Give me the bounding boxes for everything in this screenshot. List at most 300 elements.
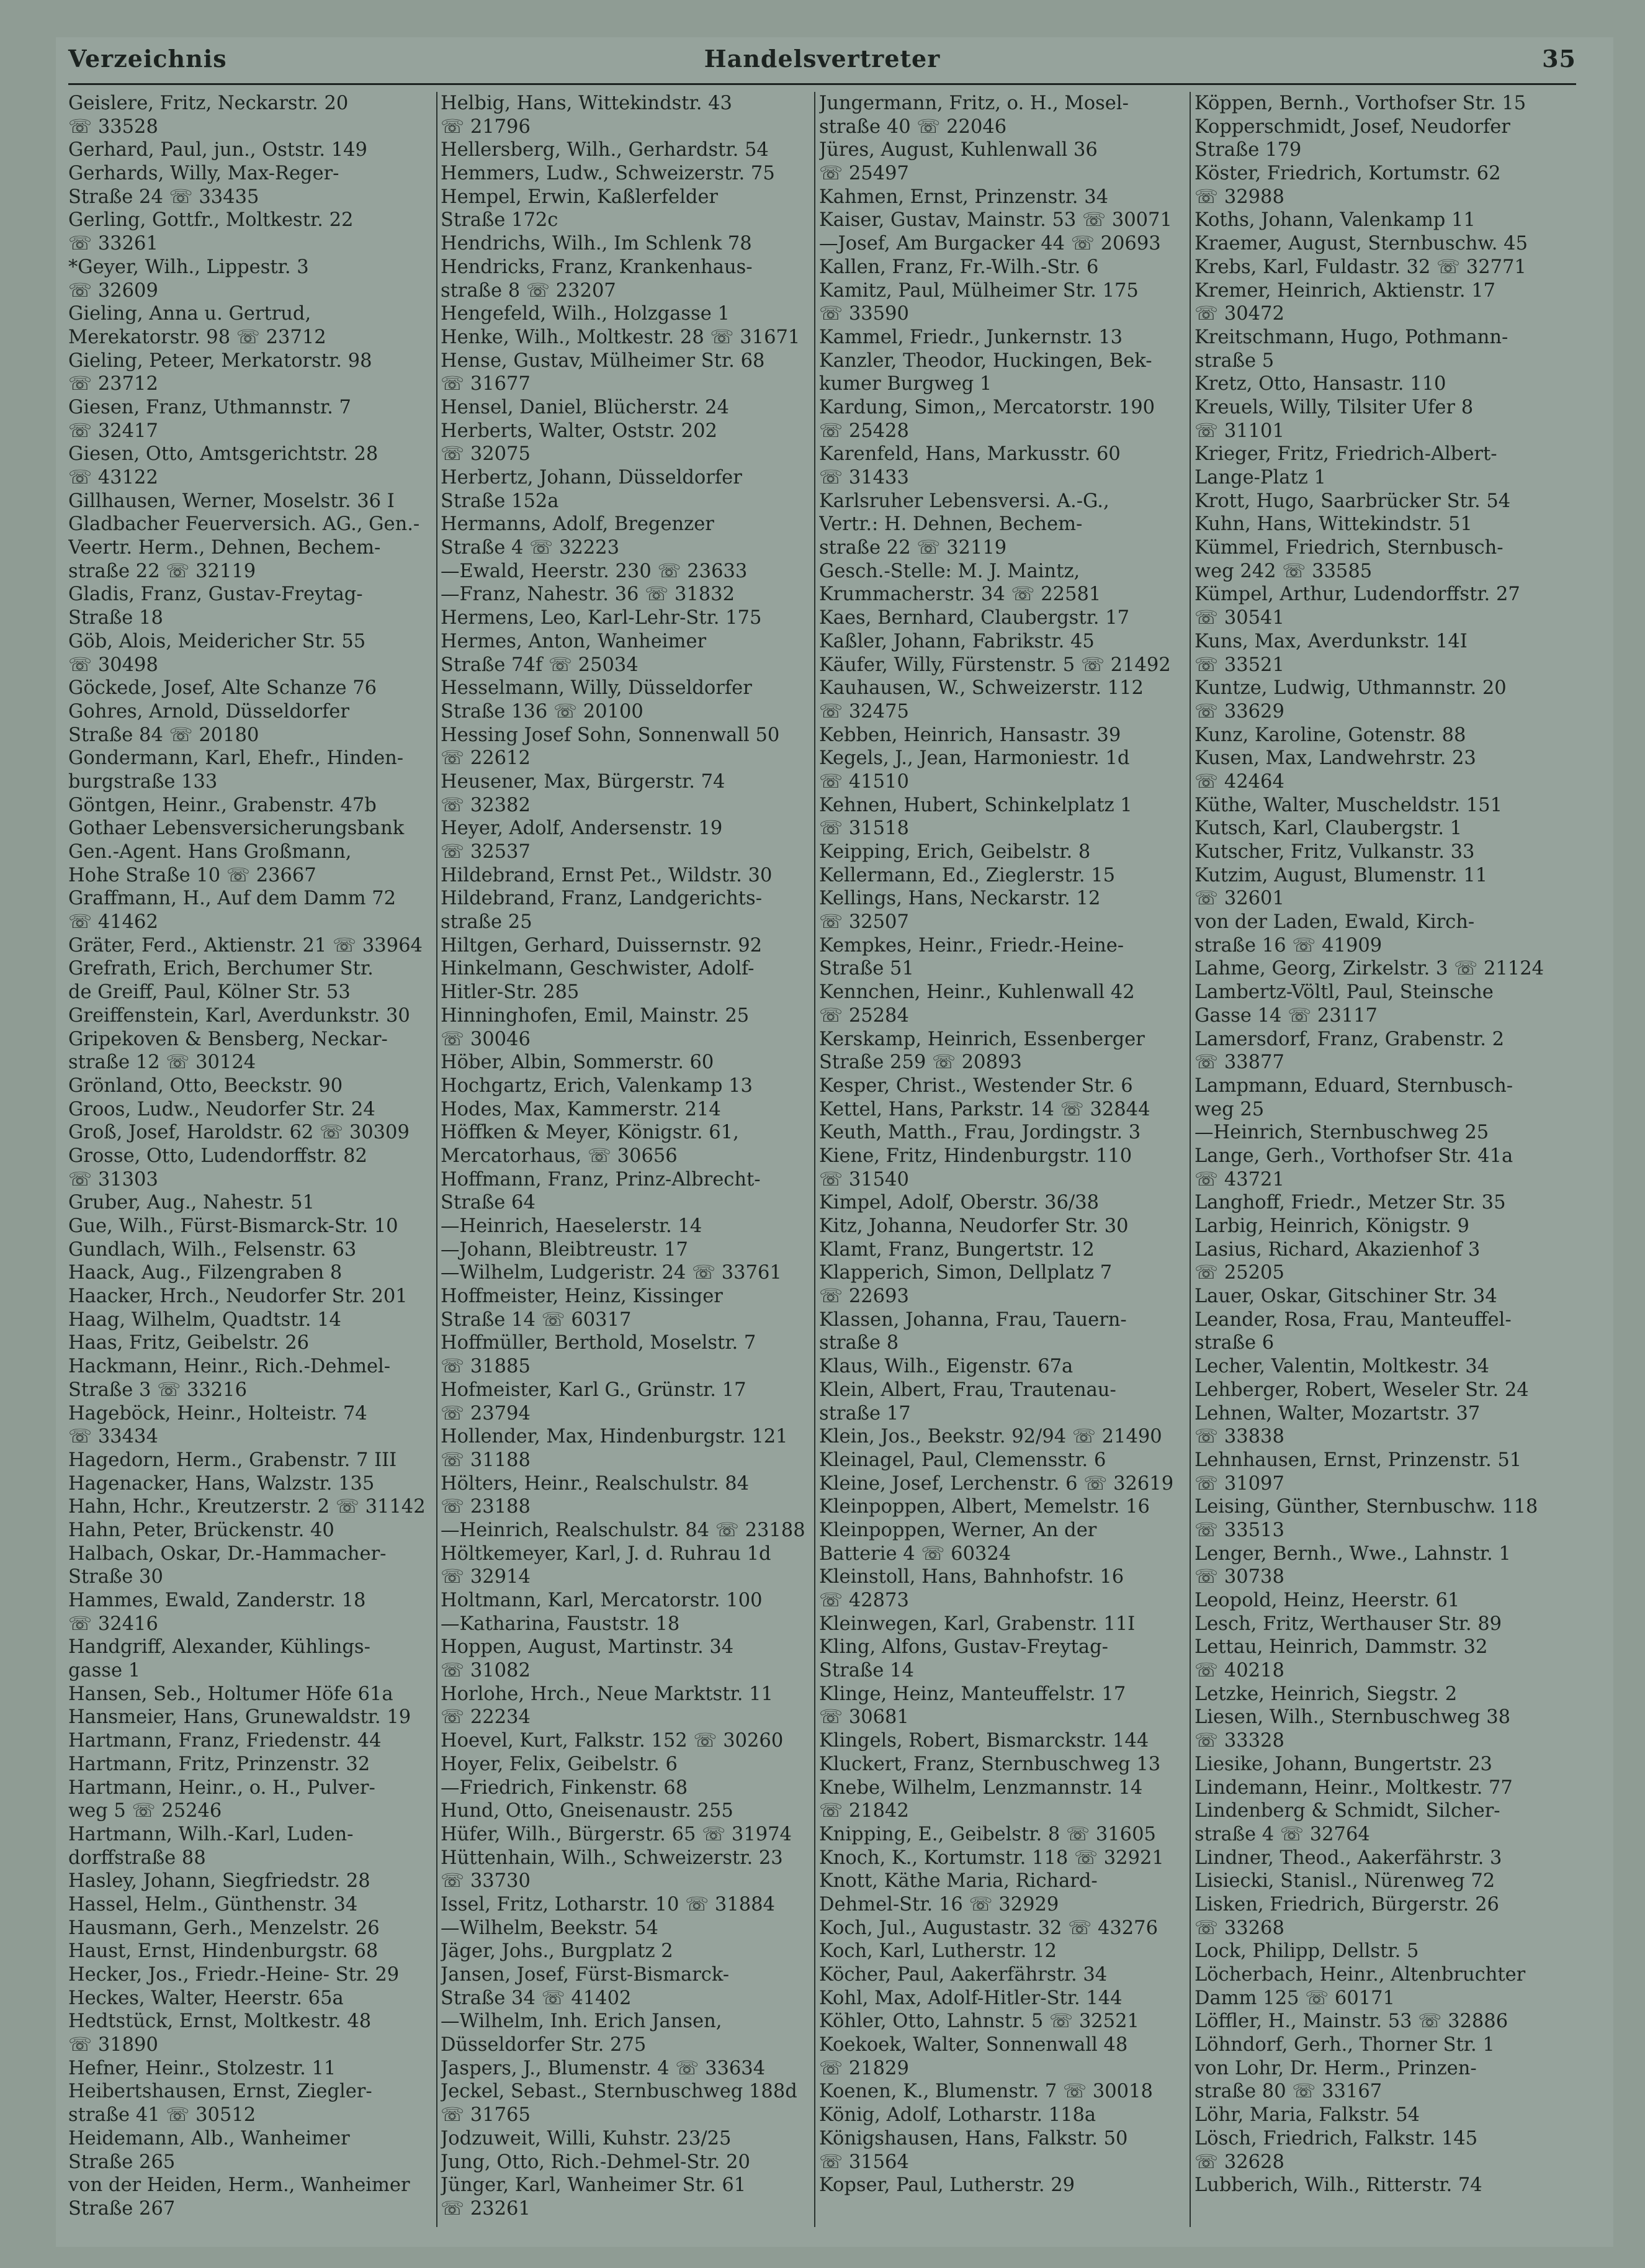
- directory-entry-line: Kümmel, Friedrich, Sternbusch-: [1195, 537, 1504, 559]
- directory-entry-line: straße 4 ☏ 32764: [1195, 1823, 1370, 1845]
- directory-entry-line: —Wilhelm, Ludgeristr. 24 ☏ 33761: [441, 1262, 782, 1284]
- directory-entry-line: Lehnhausen, Ernst, Prinzenstr. 51: [1195, 1449, 1522, 1471]
- directory-entry-line: Lösch, Friedrich, Falkstr. 145: [1195, 2127, 1478, 2149]
- directory-entry-line: Krott, Hugo, Saarbrücker Str. 54: [1195, 490, 1511, 512]
- directory-entry-line: Kutscher, Fritz, Vulkanstr. 33: [1195, 841, 1475, 863]
- column-divider: [436, 92, 437, 2227]
- directory-entry-line: ☏ 22234: [441, 1706, 531, 1729]
- directory-entry-line: Dehmel-Str. 16 ☏ 32929: [819, 1893, 1059, 1915]
- directory-entry-line: Hoffmüller, Berthold, Moselstr. 7: [441, 1332, 756, 1354]
- directory-entry-line: weg 25: [1195, 1098, 1265, 1120]
- directory-entry-line: Hoffmeister, Heinz, Kissinger: [441, 1285, 723, 1308]
- directory-entry-line: Hildebrand, Ernst Pet., Wildstr. 30: [441, 864, 773, 886]
- directory-entry-line: Batterie 4 ☏ 60324: [819, 1542, 1011, 1565]
- directory-entry-line: Gasse 14 ☏ 23117: [1195, 1004, 1378, 1027]
- directory-entry-line: Hildebrand, Franz, Landgerichts-: [441, 888, 763, 910]
- directory-entry-line: kumer Burgweg 1: [819, 373, 992, 395]
- directory-entry-line: Straße 179: [1195, 139, 1302, 161]
- directory-entry-line: —Josef, Am Burgacker 44 ☏ 20693: [819, 233, 1161, 255]
- directory-entry-line: Straße 30: [68, 1566, 163, 1588]
- directory-entry-line: Kallen, Franz, Fr.-Wilh.-Str. 6: [819, 256, 1099, 278]
- directory-entry-line: Hefner, Heinr., Stolzestr. 11: [68, 2057, 336, 2079]
- directory-entry-line: Grönland, Otto, Beeckstr. 90: [68, 1074, 343, 1097]
- directory-entry-line: Straße 34 ☏ 41402: [441, 1987, 632, 2009]
- directory-entry-line: Straße 18: [68, 607, 163, 629]
- directory-entry-line: Hagedorn, Herm., Grabenstr. 7 III: [68, 1449, 397, 1471]
- directory-entry-line: Höffken & Meyer, Königstr. 61,: [441, 1122, 739, 1144]
- directory-entry-line: ☏ 31677: [441, 373, 531, 395]
- directory-entry-line: Hofmeister, Karl G., Grünstr. 17: [441, 1379, 746, 1401]
- directory-entry-line: Gripekoven & Bensberg, Neckar-: [68, 1028, 388, 1050]
- directory-entry-line: Kegels, J., Jean, Harmoniestr. 1d: [819, 747, 1130, 770]
- directory-entry-line: Lahme, Georg, Zirkelstr. 3 ☏ 21124: [1195, 958, 1544, 980]
- directory-entry-line: Kusen, Max, Landwehrstr. 23: [1195, 747, 1476, 770]
- directory-entry-line: Henke, Wilh., Moltkestr. 28 ☏ 31671: [441, 326, 800, 348]
- directory-entry-line: Gladis, Franz, Gustav-Freytag-: [68, 583, 363, 606]
- directory-entry-line: ☏ 33328: [1195, 1730, 1284, 1752]
- directory-entry-line: Straße 51: [819, 958, 914, 980]
- directory-entry-line: Kennchen, Heinr., Kuhlenwall 42: [819, 981, 1135, 1004]
- directory-entry-line: ☏ 31303: [68, 1168, 158, 1190]
- directory-entry-line: Klein, Albert, Frau, Trautenau-: [819, 1379, 1116, 1401]
- directory-entry-line: Straße 14: [819, 1660, 914, 1682]
- directory-entry-line: Straße 4 ☏ 32223: [441, 537, 619, 559]
- directory-entry-line: Keipping, Erich, Geibelstr. 8: [819, 841, 1091, 863]
- directory-entry-line: Hartmann, Fritz, Prinzenstr. 32: [68, 1753, 370, 1775]
- directory-entry-line: Kaßler, Johann, Fabrikstr. 45: [819, 630, 1095, 652]
- directory-entry-line: Kiene, Fritz, Hindenburgstr. 110: [819, 1145, 1132, 1167]
- directory-entry-line: Jaspers, J., Blumenstr. 4 ☏ 33634: [441, 2057, 766, 2079]
- directory-entry-line: Damm 125 ☏ 60171: [1195, 1987, 1395, 2009]
- directory-entry-line: —Johann, Bleibtreustr. 17: [441, 1238, 688, 1261]
- directory-entry-line: ☏ 33590: [819, 303, 909, 325]
- directory-entry-line: Göckede, Josef, Alte Schanze 76: [68, 677, 377, 700]
- directory-entry-line: Merekatorstr. 98 ☏ 23712: [68, 326, 326, 348]
- directory-entry-line: Kleinagel, Paul, Clemensstr. 6: [819, 1449, 1106, 1471]
- directory-entry-line: Hartmann, Heinr., o. H., Pulver-: [68, 1776, 375, 1799]
- directory-entry-line: Greiffenstein, Karl, Averdunkstr. 30: [68, 1004, 410, 1027]
- directory-entry-line: Kuns, Max, Averdunkstr. 14I: [1195, 630, 1468, 652]
- directory-entry-line: Groos, Ludw., Neudorfer Str. 24: [68, 1098, 375, 1120]
- directory-entry-line: Hinninghofen, Emil, Mainstr. 25: [441, 1004, 750, 1027]
- directory-entry-line: Gue, Wilh., Fürst-Bismarck-Str. 10: [68, 1215, 398, 1237]
- directory-entry-line: Hinkelmann, Geschwister, Adolf-: [441, 958, 755, 980]
- directory-entry-line: ☏ 32507: [819, 911, 909, 934]
- directory-entry-line: ☏ 41462: [68, 911, 158, 934]
- directory-entry-line: Lampmann, Eduard, Sternbusch-: [1195, 1074, 1513, 1097]
- directory-entry-line: Kreitschmann, Hugo, Pothmann-: [1195, 326, 1508, 348]
- directory-entry-line: ☏ 32914: [441, 1566, 531, 1588]
- directory-entry-line: Königshausen, Hans, Falkstr. 50: [819, 2127, 1128, 2149]
- header-rule: [68, 83, 1576, 85]
- directory-entry-line: ☏ 23188: [441, 1496, 531, 1518]
- directory-entry-line: Keuth, Matth., Frau, Jordingstr. 3: [819, 1122, 1141, 1144]
- directory-entry-line: ☏ 25497: [819, 163, 909, 185]
- directory-entry-line: ☏ 41510: [819, 770, 909, 793]
- directory-entry-line: Hassel, Helm., Günthenstr. 34: [68, 1893, 358, 1915]
- directory-entry-line: Vertr.: H. Dehnen, Bechem-: [819, 513, 1083, 536]
- directory-entry-line: Karenfeld, Hans, Markusstr. 60: [819, 443, 1121, 466]
- directory-entry-line: Hageböck, Heinr., Holteistr. 74: [68, 1402, 367, 1424]
- directory-entry-line: Kaes, Bernhard, Claubergstr. 17: [819, 607, 1130, 629]
- directory-entry-line: Heidemann, Alb., Wanheimer: [68, 2127, 350, 2149]
- directory-entry-line: Lesch, Fritz, Werthauser Str. 89: [1195, 1613, 1502, 1635]
- directory-entry-line: ☏ 32609: [68, 279, 158, 302]
- directory-entry-line: Löhr, Maria, Falkstr. 54: [1195, 2104, 1420, 2126]
- directory-entry-line: Knott, Käthe Maria, Richard-: [819, 1870, 1098, 1892]
- directory-entry-line: Straße 259 ☏ 20893: [819, 1051, 1022, 1074]
- directory-entry-line: Hansen, Seb., Holtumer Höfe 61a: [68, 1683, 393, 1705]
- directory-entry-line: ☏ 33513: [1195, 1519, 1284, 1541]
- directory-entry-line: Küthe, Walter, Muscheldstr. 151: [1195, 794, 1502, 816]
- directory-entry-line: Kamitz, Paul, Mülheimer Str. 175: [819, 279, 1139, 302]
- directory-entry-line: ☏ 31188: [441, 1449, 531, 1471]
- directory-entry-line: Lisken, Friedrich, Bürgerstr. 26: [1195, 1893, 1499, 1915]
- directory-entry-line: Hahn, Peter, Brückenstr. 40: [68, 1519, 334, 1541]
- directory-entry-line: ☏ 32417: [68, 420, 158, 442]
- directory-entry-line: Hochgartz, Erich, Valenkamp 13: [441, 1074, 753, 1097]
- directory-column-2: [441, 92, 807, 2227]
- directory-entry-line: Haack, Aug., Filzengraben 8: [68, 1262, 343, 1284]
- directory-entry-line: Hammes, Ewald, Zanderstr. 18: [68, 1590, 366, 1611]
- directory-entry-line: Lindemann, Heinr., Moltkestr. 77: [1195, 1776, 1513, 1799]
- directory-entry-line: Hecker, Jos., Friedr.-Heine- Str. 29: [68, 1964, 400, 1986]
- directory-entry-line: Kammel, Friedr., Junkernstr. 13: [819, 326, 1123, 348]
- directory-entry-line: Löffler, H., Mainstr. 53 ☏ 32886: [1195, 2010, 1508, 2033]
- directory-entry-line: Straße 74f ☏ 25034: [441, 654, 639, 676]
- directory-entry-line: Käufer, Willy, Fürstenstr. 5 ☏ 21492: [819, 654, 1171, 676]
- directory-entry-line: ☏ 33268: [1195, 1917, 1284, 1939]
- directory-entry-line: Kopperschmidt, Josef, Neudorfer: [1195, 115, 1510, 138]
- directory-entry-line: ☏ 30681: [819, 1706, 909, 1729]
- directory-entry-line: ☏ 33629: [1195, 700, 1284, 722]
- directory-entry-line: Lindenberg & Schmidt, Silcher-: [1195, 1800, 1500, 1822]
- directory-entry-line: König, Adolf, Lotharstr. 118a: [819, 2104, 1096, 2126]
- directory-entry-line: Hansmeier, Hans, Grunewaldstr. 19: [68, 1706, 411, 1729]
- directory-entry-line: Hemmers, Ludw., Schweizerstr. 75: [441, 163, 775, 185]
- directory-entry-line: ☏ 32628: [1195, 2151, 1284, 2173]
- directory-entry-line: Kleine, Josef, Lerchenstr. 6 ☏ 32619: [819, 1472, 1174, 1495]
- directory-entry-line: Handgriff, Alexander, Kühlings-: [68, 1636, 370, 1658]
- directory-entry-line: ☏ 43122: [68, 467, 158, 488]
- directory-entry-line: Klinge, Heinz, Manteuffelstr. 17: [819, 1683, 1126, 1705]
- directory-entry-line: Hasley, Johann, Siegfriedstr. 28: [68, 1870, 370, 1892]
- directory-entry-line: von Lohr, Dr. Herm., Prinzen-: [1195, 2057, 1477, 2079]
- directory-entry-line: Kluckert, Franz, Sternbuschweg 13: [819, 1753, 1161, 1775]
- directory-entry-line: Köhler, Otto, Lahnstr. 5 ☏ 32521: [819, 2010, 1139, 2033]
- directory-entry-line: straße 80 ☏ 33167: [1195, 2081, 1383, 2103]
- directory-entry-line: Gieling, Peteer, Merkatorstr. 98: [68, 349, 372, 372]
- directory-entry-line: Hüttenhain, Wilh., Schweizerstr. 23: [441, 1847, 783, 1869]
- directory-entry-line: Lenger, Bernh., Wwe., Lahnstr. 1: [1195, 1542, 1511, 1565]
- directory-entry-line: Veertr. Herm., Dehnen, Bechem-: [68, 537, 381, 559]
- directory-entry-line: Köster, Friedrich, Kortumstr. 62: [1195, 163, 1501, 185]
- directory-entry-line: Gen.-Agent. Hans Großmann,: [68, 841, 352, 863]
- directory-entry-line: Kuhn, Hans, Wittekindstr. 51: [1195, 513, 1472, 536]
- directory-entry-line: Gesch.-Stelle: M. J. Maintz,: [819, 560, 1080, 582]
- directory-entry-line: Grosse, Otto, Ludendorffstr. 82: [68, 1145, 367, 1167]
- directory-entry-line: Gundlach, Wilh., Felsenstr. 63: [68, 1238, 357, 1261]
- directory-entry-line: Jeckel, Sebast., Sternbuschweg 188d: [441, 2081, 797, 2103]
- directory-entry-line: ☏ 25284: [819, 1004, 909, 1027]
- directory-entry-line: Lamersdorf, Franz, Grabenstr. 2: [1195, 1028, 1505, 1050]
- directory-entry-line: Hitler-Str. 285: [441, 981, 580, 1004]
- directory-entry-line: Koch, Jul., Augustastr. 32 ☏ 43276: [819, 1917, 1158, 1939]
- directory-entry-line: —Heinrich, Haeselerstr. 14: [441, 1215, 702, 1237]
- directory-entry-line: Hahn, Hchr., Kreutzerstr. 2 ☏ 31142: [68, 1496, 426, 1518]
- directory-entry-line: Lange-Platz 1: [1195, 467, 1326, 488]
- column-divider: [814, 92, 815, 2227]
- directory-entry-line: Kesper, Christ., Westender Str. 6: [819, 1074, 1133, 1097]
- directory-entry-line: Lehnen, Walter, Mozartstr. 37: [1195, 1402, 1481, 1424]
- directory-entry-line: Giesen, Otto, Amtsgerichtstr. 28: [68, 443, 379, 466]
- directory-entry-line: ☏ 21796: [441, 115, 531, 138]
- directory-entry-line: Lehberger, Robert, Weseler Str. 24: [1195, 1379, 1529, 1401]
- directory-entry-line: ☏ 33838: [1195, 1426, 1284, 1448]
- directory-entry-line: Straße 136 ☏ 20100: [441, 700, 643, 722]
- directory-entry-line: ☏ 23712: [68, 373, 158, 395]
- directory-entry-line: ☏ 30472: [1195, 303, 1284, 325]
- directory-entry-line: Köppen, Bernh., Vorthofser Str. 15: [1195, 92, 1526, 114]
- directory-entry-line: ☏ 31433: [819, 467, 909, 488]
- directory-entry-line: ☏ 40218: [1195, 1660, 1284, 1682]
- directory-entry-line: —Franz, Nahestr. 36 ☏ 31832: [441, 583, 735, 606]
- directory-entry-line: Göb, Alois, Meidericher Str. 55: [68, 630, 366, 652]
- directory-entry-line: straße 8: [819, 1332, 899, 1354]
- directory-entry-line: Jung, Otto, Rich.-Dehmel-Str. 20: [441, 2151, 750, 2173]
- directory-entry-line: Düsseldorfer Str. 275: [441, 2034, 647, 2056]
- directory-entry-line: Knipping, E., Geibelstr. 8 ☏ 31605: [819, 1823, 1156, 1845]
- directory-entry-line: Herberts, Walter, Oststr. 202: [441, 420, 717, 442]
- directory-entry-line: Löhndorf, Gerh., Thorner Str. 1: [1195, 2034, 1495, 2056]
- directory-entry-line: Lock, Philipp, Dellstr. 5: [1195, 1940, 1419, 1963]
- directory-entry-line: Straße 172c: [441, 209, 558, 232]
- directory-entry-line: Hessing Josef Sohn, Sonnenwall 50: [441, 724, 780, 746]
- directory-entry-line: Heusener, Max, Bürgerstr. 74: [441, 770, 725, 793]
- directory-entry-line: Jungermann, Fritz, o. H., Mosel-: [819, 92, 1129, 114]
- directory-entry-line: Kellings, Hans, Neckarstr. 12: [819, 888, 1101, 910]
- directory-entry-line: Hermens, Leo, Karl-Lehr-Str. 175: [441, 607, 762, 629]
- directory-entry-line: Hartmann, Franz, Friedenstr. 44: [68, 1730, 382, 1752]
- directory-entry-line: Kleinpoppen, Albert, Memelstr. 16: [819, 1496, 1150, 1518]
- directory-entry-line: Kutzim, August, Blumenstr. 11: [1195, 864, 1488, 886]
- directory-entry-line: Heyer, Adolf, Andersenstr. 19: [441, 817, 723, 840]
- directory-entry-line: ☏ 33261: [68, 233, 158, 255]
- directory-entry-line: ☏ 23261: [441, 2197, 531, 2220]
- directory-entry-line: ☏ 30498: [68, 654, 158, 676]
- directory-entry-line: Hartmann, Wilh.-Karl, Luden-: [68, 1823, 354, 1845]
- directory-entry-line: Larbig, Heinrich, Königstr. 9: [1195, 1215, 1469, 1237]
- directory-entry-line: Hackmann, Heinr., Rich.-Dehmel-: [68, 1356, 391, 1378]
- directory-entry-line: Jüres, August, Kuhlenwall 36: [819, 139, 1098, 161]
- directory-entry-line: straße 25: [441, 911, 532, 934]
- directory-entry-line: Hoppen, August, Martinstr. 34: [441, 1636, 734, 1658]
- directory-entry-line: ☏ 25428: [819, 420, 909, 442]
- directory-entry-line: Göntgen, Heinr., Grabenstr. 47b: [68, 794, 377, 816]
- directory-entry-line: Kohl, Max, Adolf-Hitler-Str. 144: [819, 1987, 1123, 2009]
- directory-entry-line: ☏ 30046: [441, 1028, 531, 1050]
- directory-entry-line: ☏ 31101: [1195, 420, 1284, 442]
- directory-entry-line: ☏ 33730: [441, 1870, 531, 1892]
- directory-entry-line: Leander, Rosa, Frau, Manteuffel-: [1195, 1308, 1512, 1331]
- header-section-label: Verzeichnis: [68, 45, 227, 73]
- directory-entry-line: Kümpel, Arthur, Ludendorffstr. 27: [1195, 583, 1520, 606]
- directory-entry-line: Kettel, Hans, Parkstr. 14 ☏ 32844: [819, 1098, 1150, 1120]
- directory-entry-line: —Katharina, Fauststr. 18: [441, 1613, 680, 1635]
- directory-entry-line: ☏ 31540: [819, 1168, 909, 1190]
- directory-entry-line: Klassen, Johanna, Frau, Tauern-: [819, 1308, 1127, 1331]
- directory-entry-line: Kahmen, Ernst, Prinzenstr. 34: [819, 186, 1109, 208]
- directory-entry-line: straße 22 ☏ 32119: [819, 537, 1007, 559]
- directory-entry-line: Kling, Alfons, Gustav-Freytag-: [819, 1636, 1108, 1658]
- directory-entry-line: Lettau, Heinrich, Dammstr. 32: [1195, 1636, 1488, 1658]
- column-divider: [1190, 92, 1191, 2227]
- directory-entry-line: Lange, Gerh., Vorthofser Str. 41a: [1195, 1145, 1513, 1167]
- directory-entry-line: Hund, Otto, Gneisenaustr. 255: [441, 1800, 733, 1822]
- directory-entry-line: Leising, Günther, Sternbuschw. 118: [1195, 1496, 1538, 1518]
- directory-entry-line: ☏ 31518: [819, 817, 909, 840]
- directory-entry-line: Karlsruher Lebensversi. A.-G.,: [819, 490, 1109, 512]
- directory-entry-line: Koths, Johann, Valenkamp 11: [1195, 209, 1476, 232]
- directory-entry-line: Straße 267: [68, 2197, 176, 2220]
- directory-entry-line: Hermanns, Adolf, Bregenzer: [441, 513, 714, 536]
- directory-entry-line: Hedtstück, Ernst, Moltkestr. 48: [68, 2010, 372, 2033]
- directory-entry-line: Lindner, Theod., Aakerfährstr. 3: [1195, 1847, 1502, 1869]
- directory-entry-line: dorffstraße 88: [68, 1847, 206, 1869]
- directory-entry-line: Krummacherstr. 34 ☏ 22581: [819, 583, 1101, 606]
- directory-entry-line: Hollender, Max, Hindenburgstr. 121: [441, 1426, 788, 1448]
- directory-entry-line: —Heinrich, Sternbuschweg 25: [1195, 1122, 1489, 1144]
- directory-entry-line: Gondermann, Karl, Ehefr., Hinden-: [68, 747, 404, 770]
- directory-entry-line: Köcher, Paul, Aakerfährstr. 34: [819, 1964, 1108, 1986]
- directory-entry-line: Jäger, Johs., Burgplatz 2: [441, 1940, 673, 1963]
- directory-entry-line: Lisiecki, Stanisl., Nürenweg 72: [1195, 1870, 1495, 1892]
- directory-entry-line: Kebben, Heinrich, Hansastr. 39: [819, 724, 1121, 746]
- directory-entry-line: Gladbacher Feuerversich. AG., Gen.-: [68, 513, 420, 536]
- header-page-number: 35: [1542, 45, 1576, 73]
- directory-entry-line: Haag, Wilhelm, Quadtstr. 14: [68, 1308, 341, 1331]
- directory-entry-line: Straße 265: [68, 2151, 176, 2173]
- directory-entry-line: burgstraße 133: [68, 770, 218, 793]
- directory-entry-line: Kreuels, Willy, Tilsiter Ufer 8: [1195, 396, 1474, 418]
- directory-entry-line: Klapperich, Simon, Dellplatz 7: [819, 1262, 1113, 1284]
- directory-entry-line: Kardung, Simon,, Mercatorstr. 190: [819, 396, 1155, 418]
- directory-entry-line: Knebe, Wilhelm, Lenzmannstr. 14: [819, 1776, 1143, 1799]
- directory-entry-line: Hoffmann, Franz, Prinz-Albrecht-: [441, 1168, 761, 1190]
- directory-entry-line: Lubberich, Wilh., Ritterstr. 74: [1195, 2174, 1482, 2197]
- directory-entry-line: Horlohe, Hrch., Neue Marktstr. 11: [441, 1683, 773, 1705]
- directory-entry-line: Kehnen, Hubert, Schinkelplatz 1: [819, 794, 1132, 816]
- directory-entry-line: Giesen, Franz, Uthmannstr. 7: [68, 396, 351, 418]
- directory-entry-line: *Geyer, Wilh., Lippestr. 3: [68, 256, 309, 278]
- directory-entry-line: Hengefeld, Wilh., Holzgasse 1: [441, 303, 730, 325]
- directory-entry-line: ☏ 21842: [819, 1800, 909, 1822]
- directory-entry-line: Hagenacker, Hans, Walzstr. 135: [68, 1472, 375, 1495]
- directory-column-4: [1195, 92, 1576, 2227]
- page-header: [68, 45, 1576, 82]
- directory-entry-line: ☏ 25205: [1195, 1262, 1284, 1284]
- directory-entry-line: ☏ 32075: [441, 443, 531, 466]
- directory-entry-line: ☏ 32416: [68, 1613, 158, 1635]
- directory-entry-line: Hense, Gustav, Mülheimer Str. 68: [441, 349, 765, 372]
- directory-entry-line: Hüfer, Wilh., Bürgerstr. 65 ☏ 31974: [441, 1823, 792, 1845]
- directory-entry-line: ☏ 31082: [441, 1660, 531, 1682]
- directory-entry-line: Klamt, Franz, Bungertstr. 12: [819, 1238, 1095, 1261]
- directory-entry-line: Helbig, Hans, Wittekindstr. 43: [441, 92, 732, 114]
- directory-entry-line: Liesen, Wilh., Sternbuschweg 38: [1195, 1706, 1510, 1729]
- directory-entry-line: weg 5 ☏ 25246: [68, 1800, 222, 1822]
- directory-entry-line: Gerling, Gottfr., Moltkestr. 22: [68, 209, 354, 232]
- directory-entry-line: Gerhard, Paul, jun., Oststr. 149: [68, 139, 367, 161]
- directory-entry-line: ☏ 31564: [819, 2151, 909, 2173]
- directory-entry-line: ☏ 21829: [819, 2057, 909, 2079]
- directory-entry-line: ☏ 23794: [441, 1402, 531, 1424]
- directory-entry-line: ☏ 32601: [1195, 888, 1284, 910]
- directory-entry-line: Straße 152a: [441, 490, 559, 512]
- directory-entry-line: Liesike, Johann, Bungertstr. 23: [1195, 1753, 1492, 1775]
- directory-entry-line: straße 16 ☏ 41909: [1195, 934, 1383, 956]
- directory-entry-line: Krebs, Karl, Fuldastr. 32 ☏ 32771: [1195, 256, 1526, 278]
- directory-entry-line: Kanzler, Theodor, Huckingen, Bek-: [819, 349, 1152, 372]
- directory-entry-line: straße 22 ☏ 32119: [68, 560, 256, 582]
- directory-entry-line: Jünger, Karl, Wanheimer Str. 61: [441, 2174, 746, 2197]
- directory-entry-line: Kimpel, Adolf, Oberstr. 36/38: [819, 1192, 1100, 1214]
- directory-entry-line: straße 12 ☏ 30124: [68, 1051, 256, 1074]
- directory-entry-line: Klingels, Robert, Bismarckstr. 144: [819, 1730, 1149, 1752]
- directory-entry-line: ☏ 32537: [441, 841, 531, 863]
- directory-entry-line: Issel, Fritz, Lotharstr. 10 ☏ 31884: [441, 1893, 775, 1915]
- directory-entry-line: ☏ 30541: [1195, 607, 1284, 629]
- directory-entry-line: Krieger, Fritz, Friedrich-Albert-: [1195, 443, 1497, 466]
- directory-column-3: [819, 92, 1185, 2227]
- directory-entry-line: Hohe Straße 10 ☏ 23667: [68, 864, 316, 886]
- directory-entry-line: Kauhausen, W., Schweizerstr. 112: [819, 677, 1144, 700]
- directory-entry-line: ☏ 32988: [1195, 186, 1284, 208]
- header-category-title: Handelsvertreter: [704, 45, 941, 73]
- directory-entry-line: Heibertshausen, Ernst, Ziegler-: [68, 2081, 372, 2103]
- directory-entry-line: ☏ 33528: [68, 115, 158, 138]
- directory-entry-line: Gillhausen, Werner, Moselstr. 36 I: [68, 490, 395, 512]
- directory-entry-line: Kretz, Otto, Hansastr. 110: [1195, 373, 1446, 395]
- directory-entry-line: Kitz, Johanna, Neudorfer Str. 30: [819, 1215, 1129, 1237]
- directory-entry-line: Letzke, Heinrich, Siegstr. 2: [1195, 1683, 1458, 1705]
- directory-entry-line: Haacker, Hrch., Neudorfer Str. 201: [68, 1285, 408, 1308]
- directory-entry-line: Leopold, Heinz, Heerstr. 61: [1195, 1590, 1460, 1611]
- directory-entry-line: Lasius, Richard, Akazienhof 3: [1195, 1238, 1481, 1261]
- directory-entry-line: Haust, Ernst, Hindenburgstr. 68: [68, 1940, 379, 1963]
- directory-entry-line: ☏ 42873: [819, 1590, 909, 1611]
- directory-entry-line: Halbach, Oskar, Dr.-Hammacher-: [68, 1542, 387, 1565]
- directory-entry-line: ☏ 32475: [819, 700, 909, 722]
- directory-entry-line: straße 17: [819, 1402, 911, 1424]
- directory-entry-line: Kempkes, Heinr., Friedr.-Heine-: [819, 934, 1124, 956]
- directory-entry-line: —Wilhelm, Inh. Erich Jansen,: [441, 2010, 722, 2033]
- directory-column-1: [68, 92, 434, 2227]
- directory-entry-line: Gothaer Lebensversicherungsbank: [68, 817, 405, 840]
- directory-entry-line: Kopser, Paul, Lutherstr. 29: [819, 2174, 1075, 2197]
- directory-entry-line: Hellersberg, Wilh., Gerhardstr. 54: [441, 139, 769, 161]
- directory-entry-line: Holtmann, Karl, Mercatorstr. 100: [441, 1590, 763, 1611]
- directory-entry-line: —Friedrich, Finkenstr. 68: [441, 1776, 688, 1799]
- directory-entry-line: Löcherbach, Heinr., Altenbruchter: [1195, 1964, 1526, 1986]
- directory-entry-line: Grefrath, Erich, Berchumer Str.: [68, 958, 374, 980]
- directory-entry-line: Hodes, Max, Kammerstr. 214: [441, 1098, 721, 1120]
- directory-entry-line: Kellermann, Ed., Zieglerstr. 15: [819, 864, 1116, 886]
- directory-entry-line: Lauer, Oskar, Gitschiner Str. 34: [1195, 1285, 1497, 1308]
- directory-entry-line: de Greiff, Paul, Kölner Str. 53: [68, 981, 351, 1004]
- directory-entry-line: Kuntze, Ludwig, Uthmannstr. 20: [1195, 677, 1507, 700]
- directory-entry-line: ☏ 22612: [441, 747, 531, 770]
